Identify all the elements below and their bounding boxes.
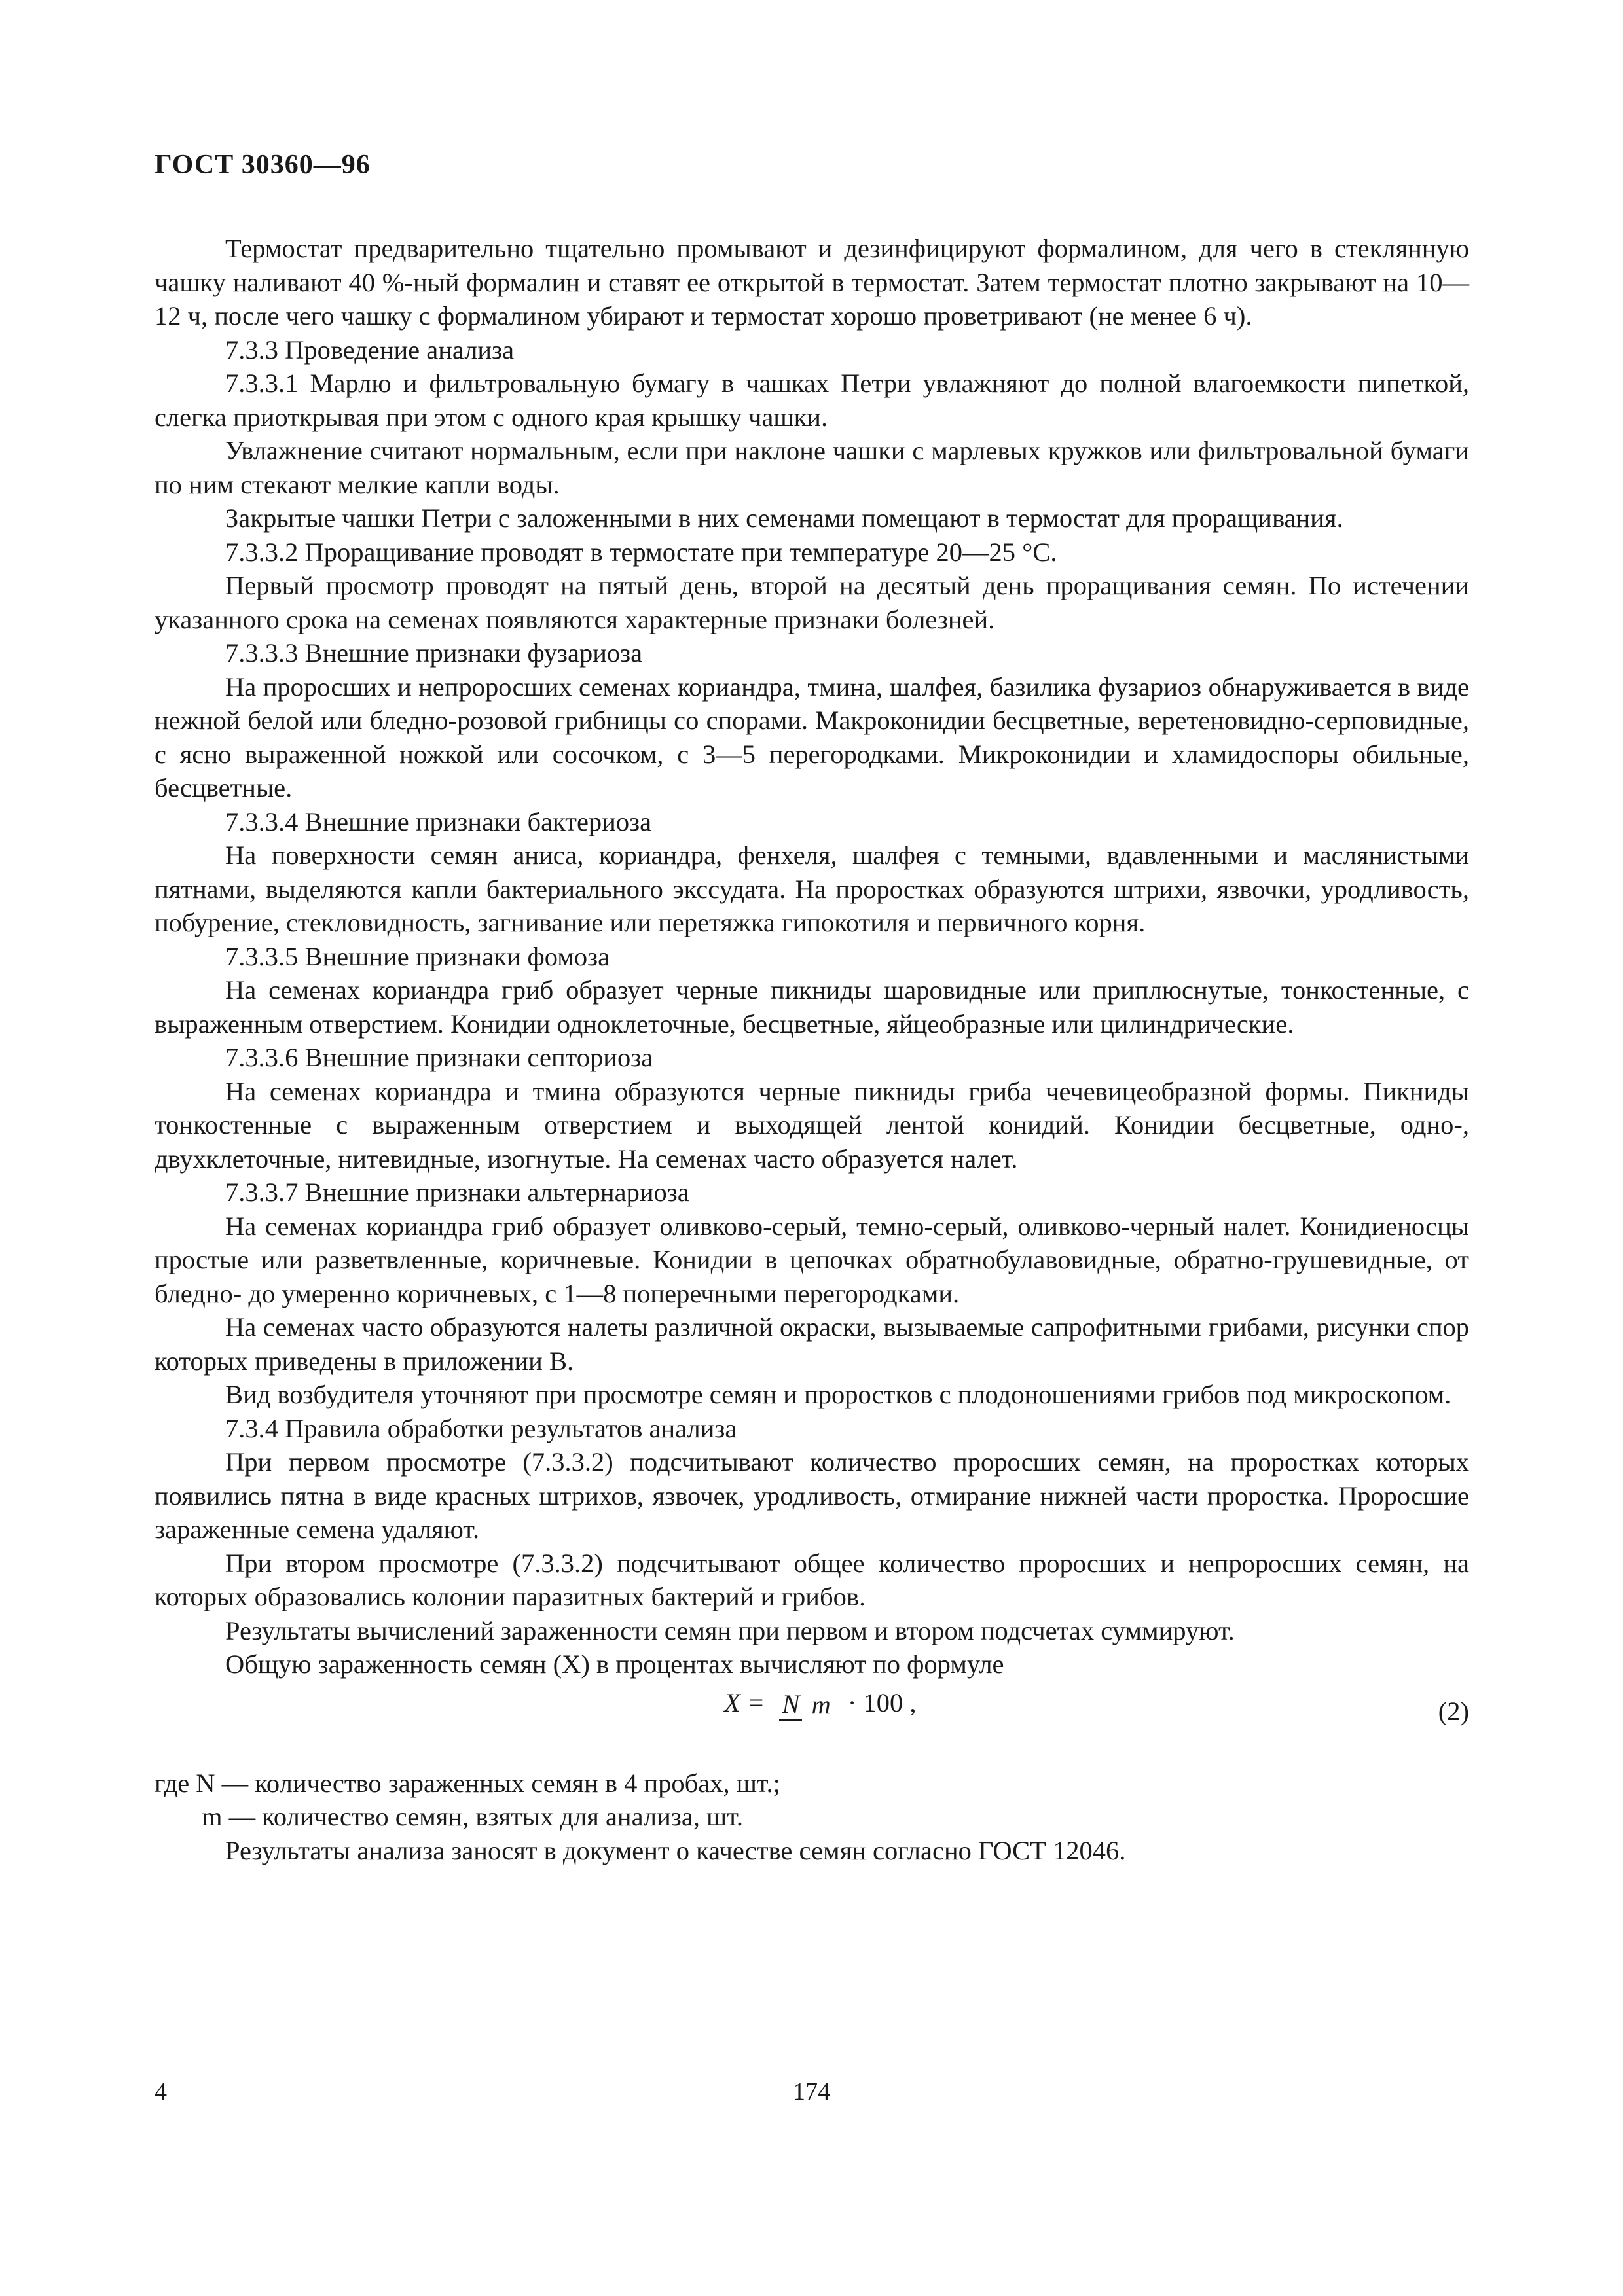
- legend-line-n: где N — количество зараженных семян в 4 пробах, шт.;: [155, 1768, 780, 1798]
- page-number-left: 4: [155, 2078, 167, 2106]
- paragraph: На семенах кориандра гриб образует черные пикниды шаровидные или приплюснутые, тонкостенные, с выраженным отверстием. Конидии одноклеточные, бесцветные, яйцеобразные или цилиндрические.: [155, 975, 1469, 1039]
- paragraph: Термостат предварительно тщательно промывают и дезинфицируют формалином, для чего в стеклянную чашку наливают 40 %-ный формалин и ставят ее открытой в термостат. Затем термостат плотно закрывают на 10—12 ч, после чего чашку с формалином убирают и термостат хорошо проветривают (не менее 6 ч).: [155, 234, 1469, 331]
- section-heading: 7.3.3.7 Внешние признаки альтернариоза: [225, 1177, 689, 1207]
- section-heading: 7.3.3 Проведение анализа: [225, 334, 515, 365]
- paragraph: 7.3.3.1 Марлю и фильтровальную бумагу в чашках Петри увлажняют до полной влагоемкости пипеткой, слегка приоткрывая при этом с одного края крышку чашки.: [155, 368, 1469, 432]
- formula-numerator: N: [779, 1689, 802, 1721]
- paragraph: Вид возбудителя уточняют при просмотре семян и проростков с плодоношениями грибов под микроскопом.: [225, 1380, 1451, 1409]
- paragraph: Увлажнение считают нормальным, если при наклоне чашки с марлевых кружков или фильтровальной бумаги по ним стекают мелкие капли воды.: [155, 436, 1469, 499]
- legend-line-m: m — количество семян, взятых для анализа, шт.: [202, 1802, 744, 1831]
- formula-number: (2): [1438, 1696, 1469, 1726]
- formula-legend: [155, 1767, 1469, 1868]
- formula-expression: [724, 1684, 916, 1721]
- section-heading: 7.3.3.5 Внешние признаки фомоза: [225, 941, 610, 971]
- paragraph: Результаты анализа заносят в документ о качестве семян согласно ГОСТ 12046.: [225, 1835, 1126, 1865]
- formula-fraction: [779, 1685, 833, 1721]
- formula-block: [155, 1681, 1469, 1767]
- document-body: [155, 232, 1469, 1867]
- paragraph: На проросших и непроросших семенах кориандра, тмина, шалфея, базилика фузариоз обнаруживается в виде нежной белой или бледно-розовой грибницы со спорами. Макроконидии бесцветные, веретеновидно-серповидные, с ясно выраженной ножкой или сосочком, с 3—5 перегородками. Микроконидии и хламидоспоры обильные, бесцветные.: [155, 672, 1469, 802]
- section-heading: 7.3.3.6 Внешние признаки септориоза: [225, 1043, 653, 1072]
- page-number-center: 174: [793, 2078, 830, 2106]
- document-header: ГОСТ 30360—96: [155, 150, 371, 180]
- paragraph: 7.3.3.2 Проращивание проводят в термостате при температуре 20—25 °С.: [225, 537, 1057, 567]
- paragraph: На семенах часто образуются налеты различной окраски, вызываемые сапрофитными грибами, рисунки спор которых приведены в приложении В.: [155, 1312, 1469, 1376]
- paragraph: Общую зараженность семян (X) в процентах вычисляют по формуле: [225, 1649, 1004, 1679]
- paragraph: Первый просмотр проводят на пятый день, второй на десятый день проращивания семян. По истечении указанного срока на семенах появляются характерные признаки болезней.: [155, 571, 1469, 634]
- paragraph: При первом просмотре (7.3.3.2) подсчитывают количество проросших семян, на проростках которых появились пятна в виде красных штрихов, язвочек, уродливость, отмирание нижней части проростка. Проросшие зараженные семена удаляют.: [155, 1447, 1469, 1544]
- formula-lhs: X =: [724, 1688, 765, 1718]
- paragraph: Закрытые чашки Петри с заложенными в них семенами помещают в термостат для проращивания.: [225, 503, 1343, 533]
- paragraph: На семенах кориандра и тмина образуются черные пикниды гриба чечевицеобразной формы. Пикниды тонкостенные с выраженным отверстием и выходящей лентой конидий. Конидии бесцветные, одно-, двухклеточные, нитевидные, изогнутые. На семенах часто образуется налет.: [155, 1076, 1469, 1174]
- paragraph: При втором просмотре (7.3.3.2) подсчитывают общее количество проросших и непроросших семян, на которых образовались колонии паразитных бактерий и грибов.: [155, 1548, 1469, 1611]
- section-heading: 7.3.3.3 Внешние признаки фузариоза: [225, 638, 643, 668]
- paragraph: На поверхности семян аниса, кориандра, фенхеля, шалфея с темными, вдавленными и маслянистыми пятнами, выделяются капли бактериального экссудата. На проростках образуются штрихи, язвочки, уродливость, побурение, стекловидность, загнивание или перетяжка гипокотиля и первичного корня.: [155, 840, 1469, 937]
- formula-rhs: · 100 ,: [847, 1688, 917, 1718]
- paragraph: Результаты вычислений зараженности семян при первом и втором подсчетах суммируют.: [225, 1615, 1235, 1645]
- section-heading: 7.3.3.4 Внешние признаки бактериоза: [225, 806, 652, 836]
- paragraph: На семенах кориандра гриб образует оливково-серый, темно-серый, оливково-черный налет. Конидиеносцы простые или разветвленные, коричневые. Конидии в цепочках обратнобулавовидные, обратно-грушевидные, от бледно- до умеренно коричневых, с 1—8 поперечными перегородками.: [155, 1211, 1469, 1308]
- section-heading: 7.3.4 Правила обработки результатов анализа: [225, 1413, 737, 1443]
- formula-denominator: m: [811, 1690, 831, 1720]
